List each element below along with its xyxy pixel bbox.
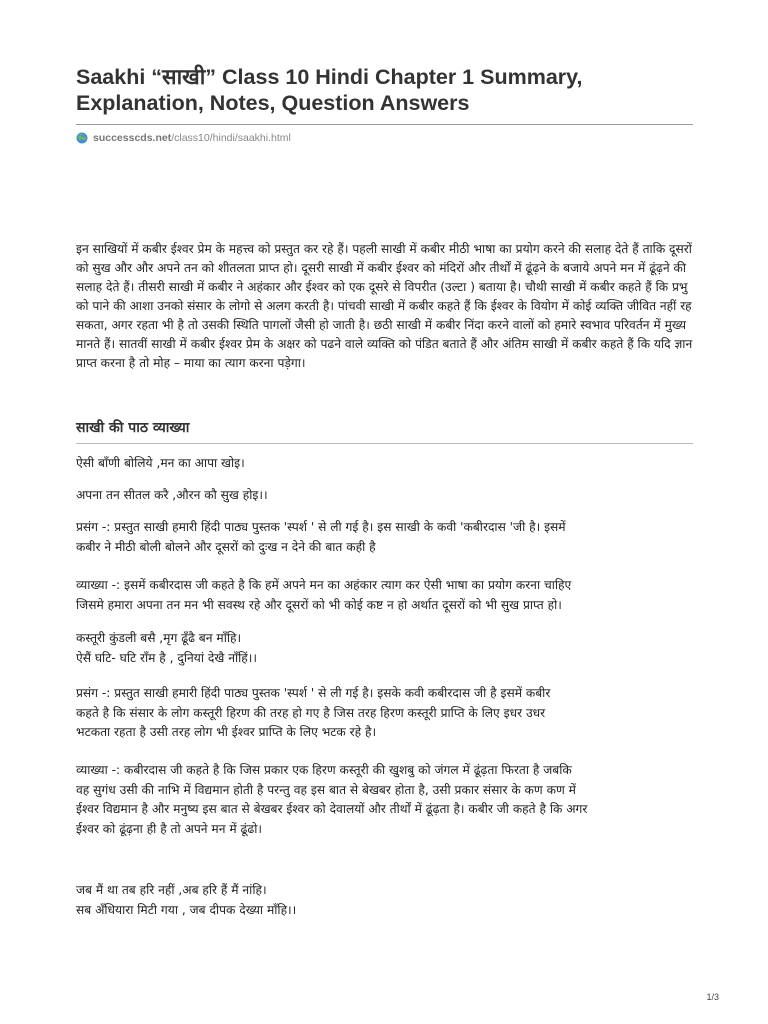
prasang-1 <box>76 518 693 557</box>
text-line: जिसमे हमारा अपना तन मन भी सवस्थ रहे और दूसरों को भी कोई कष्ट न हो अर्थात दूसरों को भी सुख प्राप्त हो। <box>76 597 562 612</box>
source-path: /class10/hindi/saakhi.html <box>171 132 291 144</box>
text-line: ईश्वर को ढूंढ़ना ही है तो अपने मन में ढूंढो। <box>76 821 262 836</box>
vyakhya-1 <box>76 576 693 615</box>
source-link[interactable] <box>76 130 693 146</box>
verse-line: ऐसैं घटि- घटि राँम है , दुनियां देखै नाँहिं।। <box>76 650 257 665</box>
doha-1-line-2 <box>76 486 693 506</box>
vyakhya-2 <box>76 761 693 839</box>
verse-line: जब मैं था तब हरि नहीं ,अब हरि हैं मैं नांहि। <box>76 883 267 897</box>
page-number: 1/3 <box>706 992 719 1002</box>
verse-line: कस्तूरी कुंडली बसै ,मृग ढूँढै बन माँहि। <box>76 631 242 645</box>
text-line: ईश्वर विद्यमान है और मनुष्य इस बात से बेखबर ईश्वर को देवालयों और तीर्थों में ढूंढ़ता है। कबीर जी कहते है कि अगर <box>76 802 588 816</box>
text-line: कहते है कि संसार के लोग कस्तूरी हिरण की तरह हो गए है जिस तरह हिरण कस्तूरी प्राप्ति के लिए इधर उधर <box>76 705 546 720</box>
text-line: प्रसंग -: प्रस्तुत साखी हमारी हिंदी पाठ्य पुस्तक 'स्पर्श ' से ली गई है। इस साखी के कवी 'कबीरदास 'जी है। इसमें <box>76 520 566 534</box>
title-divider <box>76 124 693 125</box>
text-line: व्याख्या -: इसमें कबीरदास जी कहते है कि हमें अपने मन का अहंकार त्याग कर ऐसी भाषा का प्रयोग करना चाहिए <box>76 578 572 592</box>
text-line: प्रसंग -: प्रस्तुत साखी हमारी हिंदी पाठ्य पुस्तक 'स्पर्श ' से ली गई है। इसके कवी कबीरदास जी है इसमें कबीर <box>76 686 551 700</box>
text-line: व्याख्या -: कबीरदास जी कहते है कि जिस प्रकार एक हिरण कस्तूरी की खुशबु को जंगल में ढूंढ़ता फिरता है जबकि <box>76 763 572 777</box>
document-page <box>76 64 693 917</box>
doha-1-line-1 <box>76 454 693 474</box>
section-divider <box>76 443 693 444</box>
text-line: भटकता रहता है उसी तरह लोग भी ईश्वर प्राप्ति के लिए भटक रहे है। <box>76 725 377 739</box>
text-line: कबीर ने मीठी बोली बोलने और दूसरों को दुःख न देने की बात कही है <box>76 539 376 554</box>
source-domain: successcds.net <box>93 132 172 144</box>
section-heading: साखी की पाठ व्याख्या <box>76 420 190 436</box>
verse-line: ऐसी बाँणी बोलिये ,मन का आपा खोइ। <box>76 456 245 470</box>
globe-icon <box>76 132 88 144</box>
doha-3 <box>76 881 693 920</box>
prasang-2 <box>76 684 693 743</box>
doha-2 <box>76 629 693 668</box>
page-title: Saakhi “साखी” Class 10 Hindi Chapter 1 Summary, Explanation, Notes, Question Answers <box>76 65 583 115</box>
verse-line: सब अँधियारा मिटी गया , जब दीपक देख्या माँहि।। <box>76 902 297 917</box>
text-line: वह सुगंध उसी की नाभि में विद्यमान होती है परन्तु वह इस बात से बेखबर होता है, उसी प्रकार संसार के कण कण में <box>76 782 576 797</box>
intro-paragraph: इन साखियों में कबीर ईश्वर प्रेम के महत्त्व को प्रस्तुत कर रहे हैं। पहली साखी में कबीर मीठी भाषा का प्रयोग करने की सलाह देते हैं ताकि दूसरों को सुख और और अपने तन को शीतलता प्राप्त हो। दूसरी साखी में कबीर ईश्वर को मंदिरों और तीर्थों में ढूंढ़ने के बजाये अपने मन में ढूंढ़ने की सलाह देते हैं। तीसरी साखी में कबीर ने अहंकार और ईश्वर को एक दूसरे से विपरीत (उल्टा ) बताया है। चौथी साखी में कबीर कहते हैं कि प्रभु को पाने की आशा उनको संसार के लोगो से अलग करती है। पांचवी साखी में कबीर कहते हैं कि ईश्वर के वियोग में कोई व्यक्ति जीवित नहीं रह सकता, अगर रहता भी है तो उसकी स्थिति पागलों जैसी हो जाती है। छठी साखी में कबीर निंदा करने वालों को हमारे स्वभाव परिवर्तन में मुख्य मानते हैं। सातवीं साखी में कबीर ईश्वर प्रेम के अक्षर को पढने वाले व्यक्ति को पंडित बताते हैं और अंतिम साखी में कबीर कहते हैं कि यदि ज्ञान प्राप्त करना है तो मोह – माया का त्याग करना पड़ेगा। <box>76 242 693 370</box>
verse-line: अपना तन सीतल करै ,औरन कौ सुख होइ।। <box>76 488 268 502</box>
